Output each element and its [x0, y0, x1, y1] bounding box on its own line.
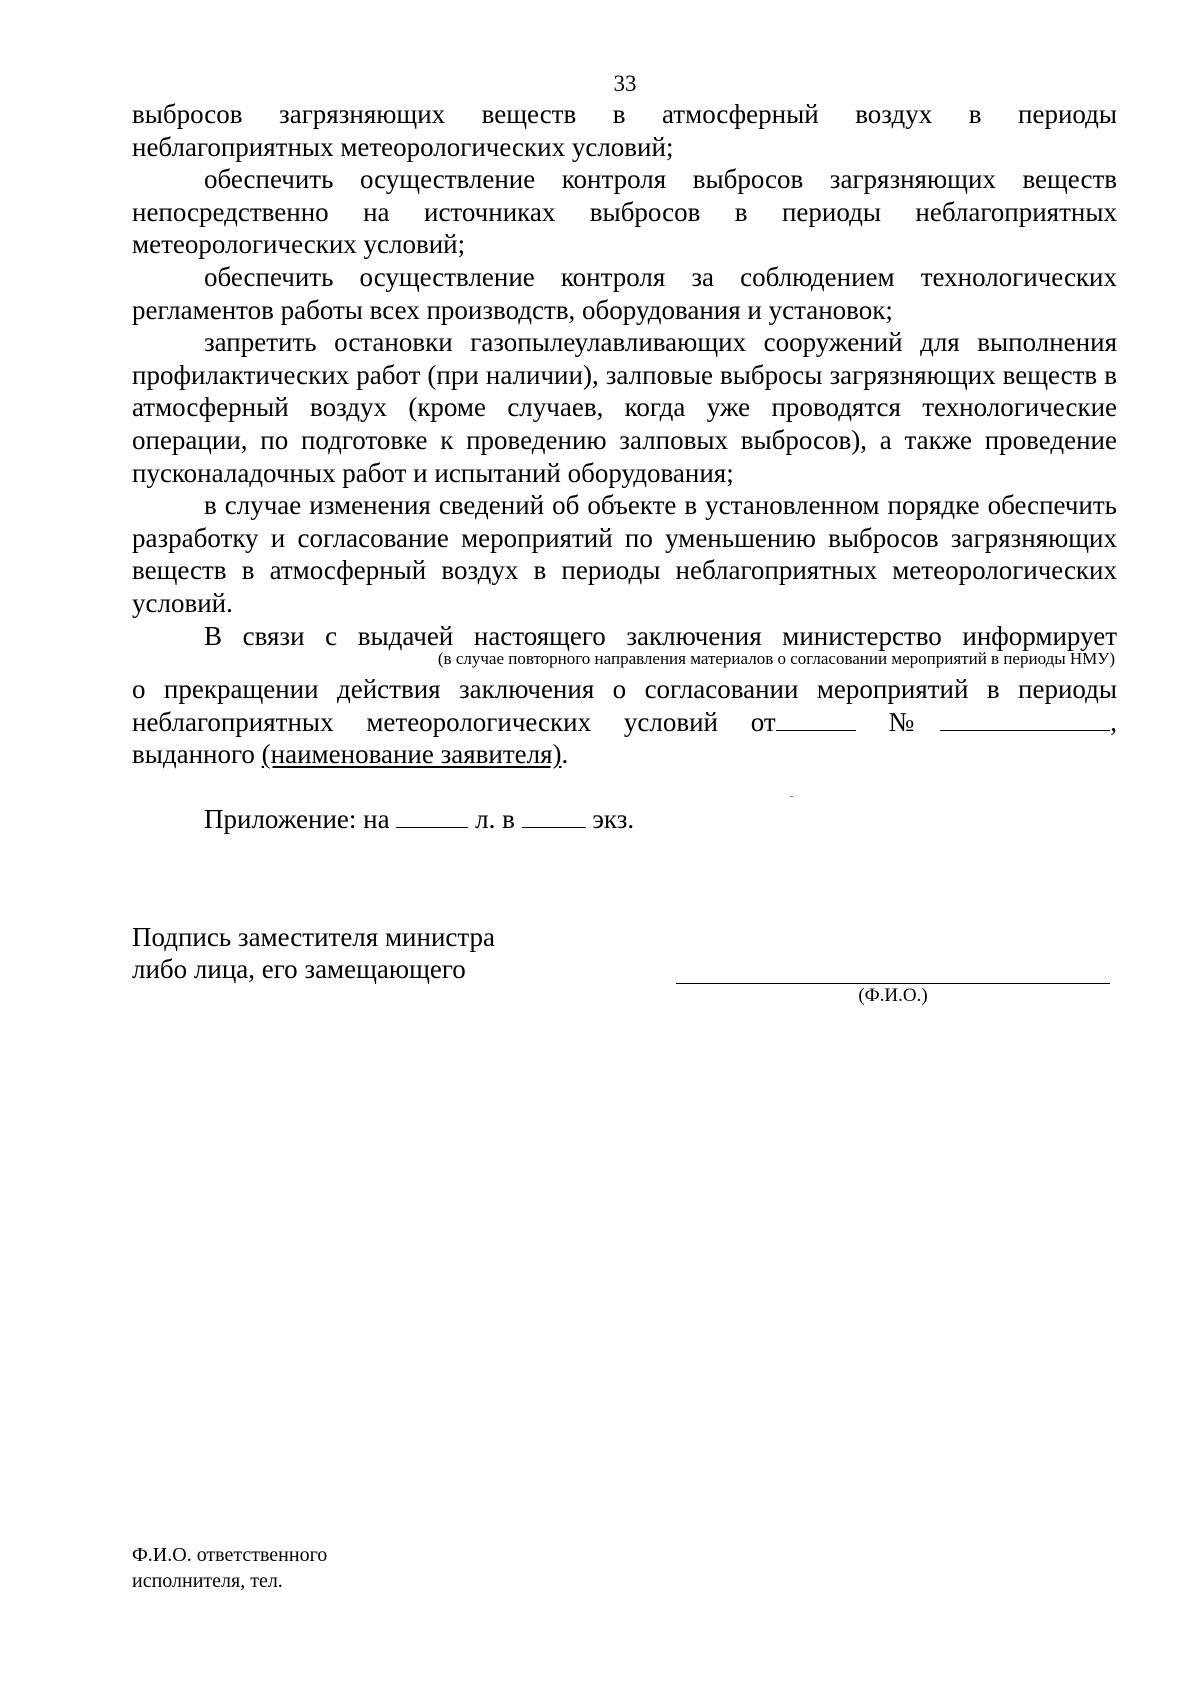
- termination-line-2: [132, 706, 1117, 739]
- termination-comma: ,: [1110, 706, 1117, 737]
- body-paragraph: В связи с выдачей настоящего заключения министерство информирует: [204, 620, 1117, 651]
- scan-speck: [790, 796, 793, 797]
- body-paragraph: неблагоприятных метеорологических условий;: [132, 131, 674, 162]
- appendix-line: [204, 803, 634, 836]
- date-blank: [776, 708, 856, 731]
- termination-paragraph: [132, 673, 1117, 771]
- executor-info: [132, 1542, 327, 1594]
- termination-line-3: [132, 738, 1117, 771]
- issued-prefix: выданного: [132, 739, 262, 770]
- name-caption: (Ф.И.О.): [858, 985, 928, 1006]
- termination-date-prefix: неблагоприятных метеорологических условий от: [132, 706, 776, 737]
- termination-end-period: .: [561, 739, 569, 770]
- sheets-unit: л. в: [475, 804, 515, 834]
- signature-label-line-2: либо лица, его замещающего: [132, 954, 466, 984]
- copies-unit: экз.: [592, 804, 635, 834]
- number-sign: №: [888, 706, 941, 737]
- executor-line-1: Ф.И.О. ответственного: [132, 1544, 328, 1566]
- body-paragraph: запретить остановки газопылеулавливающих сооружений для выполнения профилактических работ (при наличии), залповые выбросы загрязняющих веществ в атмосферный воздух (кроме случаев, когда уже проводятся технологические операции, по подготовке к проведению залповых выбросов), а также проведение пусконаладочных работ и испытаний оборудования;: [132, 327, 1117, 488]
- signature-label-line-1: Подпись заместителя министра: [132, 922, 495, 952]
- body-paragraph: в случае изменения сведений об объекте в установленном порядке обеспечить разработку и согласование мероприятий по уменьшению выбросов загрязняющих веществ в атмосферный воздух в периоды неблагоприятных метеорологических условий.: [132, 490, 1117, 618]
- body-paragraph: обеспечить осуществление контроля за соблюдением технологических регламентов работы всех производств, оборудования и установок;: [132, 261, 1117, 325]
- page-number: 33: [613, 71, 637, 96]
- sheets-blank: [396, 805, 468, 828]
- signature-label: [132, 921, 495, 985]
- number-blank: [940, 708, 1110, 731]
- body-paragraph: обеспечить осуществление контроля выбросов загрязняющих веществ непосредственно на источниках выбросов в периоды неблагоприятных метеорологических условий;: [132, 164, 1117, 260]
- conditional-note: (в случае повторного направления материалов о согласовании мероприятий в периоды НМУ): [437, 649, 1115, 668]
- body-paragraph: выбросов загрязняющих веществ в атмосферный воздух в периоды: [132, 99, 1117, 129]
- appendix-prefix: Приложение: на: [204, 804, 390, 834]
- body-text: [132, 98, 1117, 652]
- applicant-placeholder: (наименование заявителя): [261, 739, 562, 770]
- signature-line: [676, 983, 1110, 984]
- copies-blank: [522, 805, 586, 828]
- executor-line-2: исполнителя, тел.: [132, 1570, 283, 1592]
- termination-line-1: о прекращении действия заключения о согласовании мероприятий в периоды: [132, 674, 1117, 704]
